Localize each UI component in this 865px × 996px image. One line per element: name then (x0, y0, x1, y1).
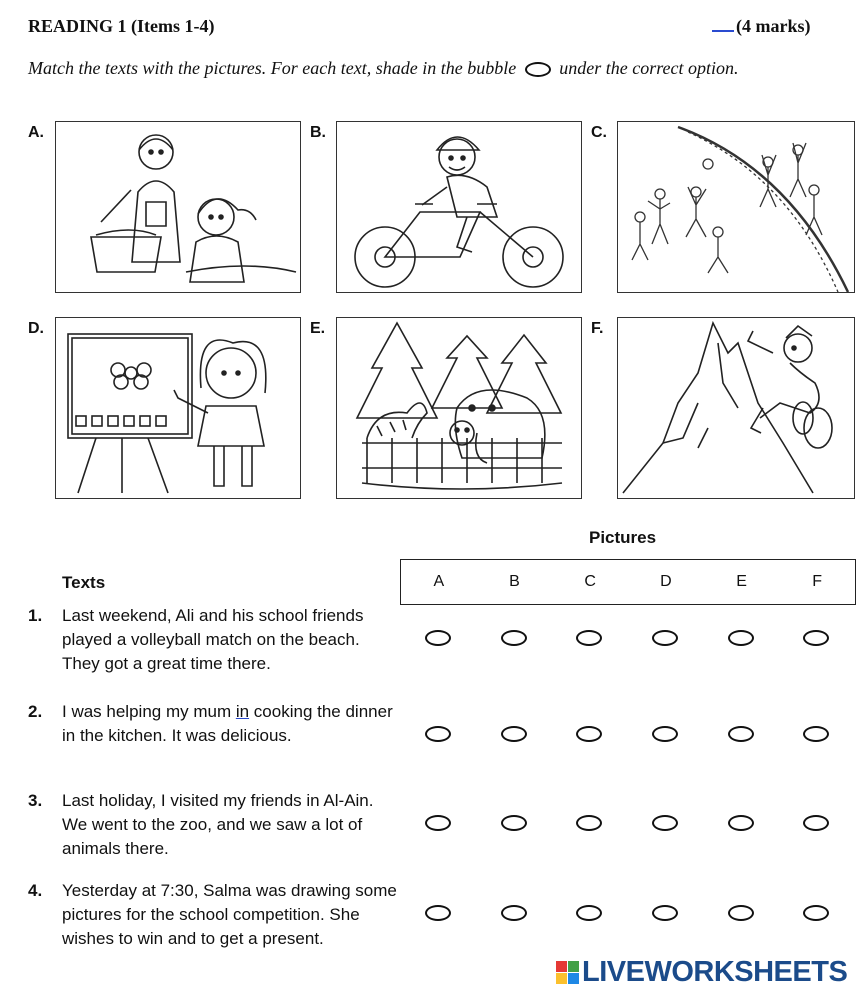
instructions-text-1: Match the texts with the pictures. For each text, shade in the bubble (28, 58, 517, 78)
bubble-2-e[interactable] (728, 726, 754, 742)
girl-painting-easel-icon (56, 318, 300, 498)
item-text-2-part-2: cooking the dinner in the kitchen. It was delicious. (62, 702, 393, 745)
logo-square-blue (568, 973, 579, 984)
zoo-animals-icon (337, 318, 581, 498)
mountain-climber-icon (618, 318, 854, 498)
bubble-3-a[interactable] (425, 815, 451, 831)
bubble-3-c[interactable] (576, 815, 602, 831)
logo-square-red (556, 961, 567, 972)
bubble-2-c[interactable] (576, 726, 602, 742)
bubble-4-b[interactable] (501, 905, 527, 921)
bubble-2-d[interactable] (652, 726, 678, 742)
item-number-4: 4. (28, 881, 43, 900)
bubble-4-a[interactable] (425, 905, 451, 921)
picture-label-d: D. (28, 320, 44, 337)
bubble-2-f[interactable] (803, 726, 829, 742)
bubble-4-f[interactable] (803, 905, 829, 921)
picture-e (336, 317, 582, 499)
item-number-1: 1. (28, 606, 43, 625)
picture-c (617, 121, 855, 293)
cooking-mother-daughter-icon (56, 122, 300, 292)
bubble-2-a[interactable] (425, 726, 451, 742)
bubble-4-e[interactable] (728, 905, 754, 921)
picture-f (617, 317, 855, 499)
column-header-a: A (433, 573, 445, 590)
bubble-4-d[interactable] (652, 905, 678, 921)
picture-label-a: A. (28, 124, 44, 141)
picture-label-c: C. (591, 124, 607, 141)
picture-a (55, 121, 301, 293)
answer-row-1 (400, 630, 854, 646)
volleyball-players-icon (618, 122, 854, 292)
bubble-1-c[interactable] (576, 630, 602, 646)
item-text-2-part-1: I was helping my mum (62, 702, 236, 721)
picture-d (55, 317, 301, 499)
texts-heading: Texts (62, 573, 106, 592)
bubble-3-f[interactable] (803, 815, 829, 831)
bubble-1-a[interactable] (425, 630, 451, 646)
logo-square-yellow (556, 973, 567, 984)
column-header-b: B (509, 573, 520, 590)
bubble-3-b[interactable] (501, 815, 527, 831)
item-text-1: Last weekend, Ali and his school friends played a volleyball match on the beach. They got a great time there. (62, 606, 364, 673)
liveworksheets-logo[interactable] (556, 956, 847, 989)
marks-blank[interactable] (712, 16, 734, 32)
bubble-1-e[interactable] (728, 630, 754, 646)
bubble-3-d[interactable] (652, 815, 678, 831)
picture-label-f: F. (591, 320, 604, 337)
item-text-2-underlined: in (235, 702, 250, 721)
bubble-2-b[interactable] (501, 726, 527, 742)
options-header (400, 559, 856, 605)
item-number-2: 2. (28, 702, 43, 721)
bubble-4-c[interactable] (576, 905, 602, 921)
item-text-3: Last holiday, I visited my friends in Al-Ain. We went to the zoo, and we saw a lot of animals there. (62, 791, 374, 858)
answer-row-2 (400, 726, 854, 742)
answer-row-4 (400, 905, 854, 921)
column-header-d: D (660, 573, 672, 590)
logo-mark-icon (556, 961, 579, 984)
boy-riding-bicycle-icon (337, 122, 581, 292)
column-header-e: E (736, 573, 747, 590)
logo-text: LIVEWORKSHEETS (582, 956, 848, 988)
item-text-4: Yesterday at 7:30, Salma was drawing some pictures for the school competition. She wishes to win and to get a present. (62, 881, 397, 948)
item-number-3: 3. (28, 791, 43, 810)
pictures-heading: Pictures (589, 528, 657, 547)
bubble-1-b[interactable] (501, 630, 527, 646)
section-title: READING 1 (Items 1-4) (28, 16, 215, 36)
instructions (28, 56, 828, 80)
bubble-1-f[interactable] (803, 630, 829, 646)
answer-row-3 (400, 815, 854, 831)
logo-square-green (568, 961, 579, 972)
marks-label: (4 marks) (736, 16, 811, 36)
item-text-2 (62, 700, 397, 748)
picture-label-b: B. (310, 124, 326, 141)
bubble-1-d[interactable] (652, 630, 678, 646)
bubble-3-e[interactable] (728, 815, 754, 831)
picture-b (336, 121, 582, 293)
column-header-f: F (812, 573, 823, 590)
marks-indicator (712, 16, 811, 37)
bubble-example-icon (525, 62, 551, 77)
instructions-text-2: under the correct option. (559, 58, 739, 78)
column-header-c: C (584, 573, 596, 590)
picture-label-e: E. (310, 320, 326, 337)
